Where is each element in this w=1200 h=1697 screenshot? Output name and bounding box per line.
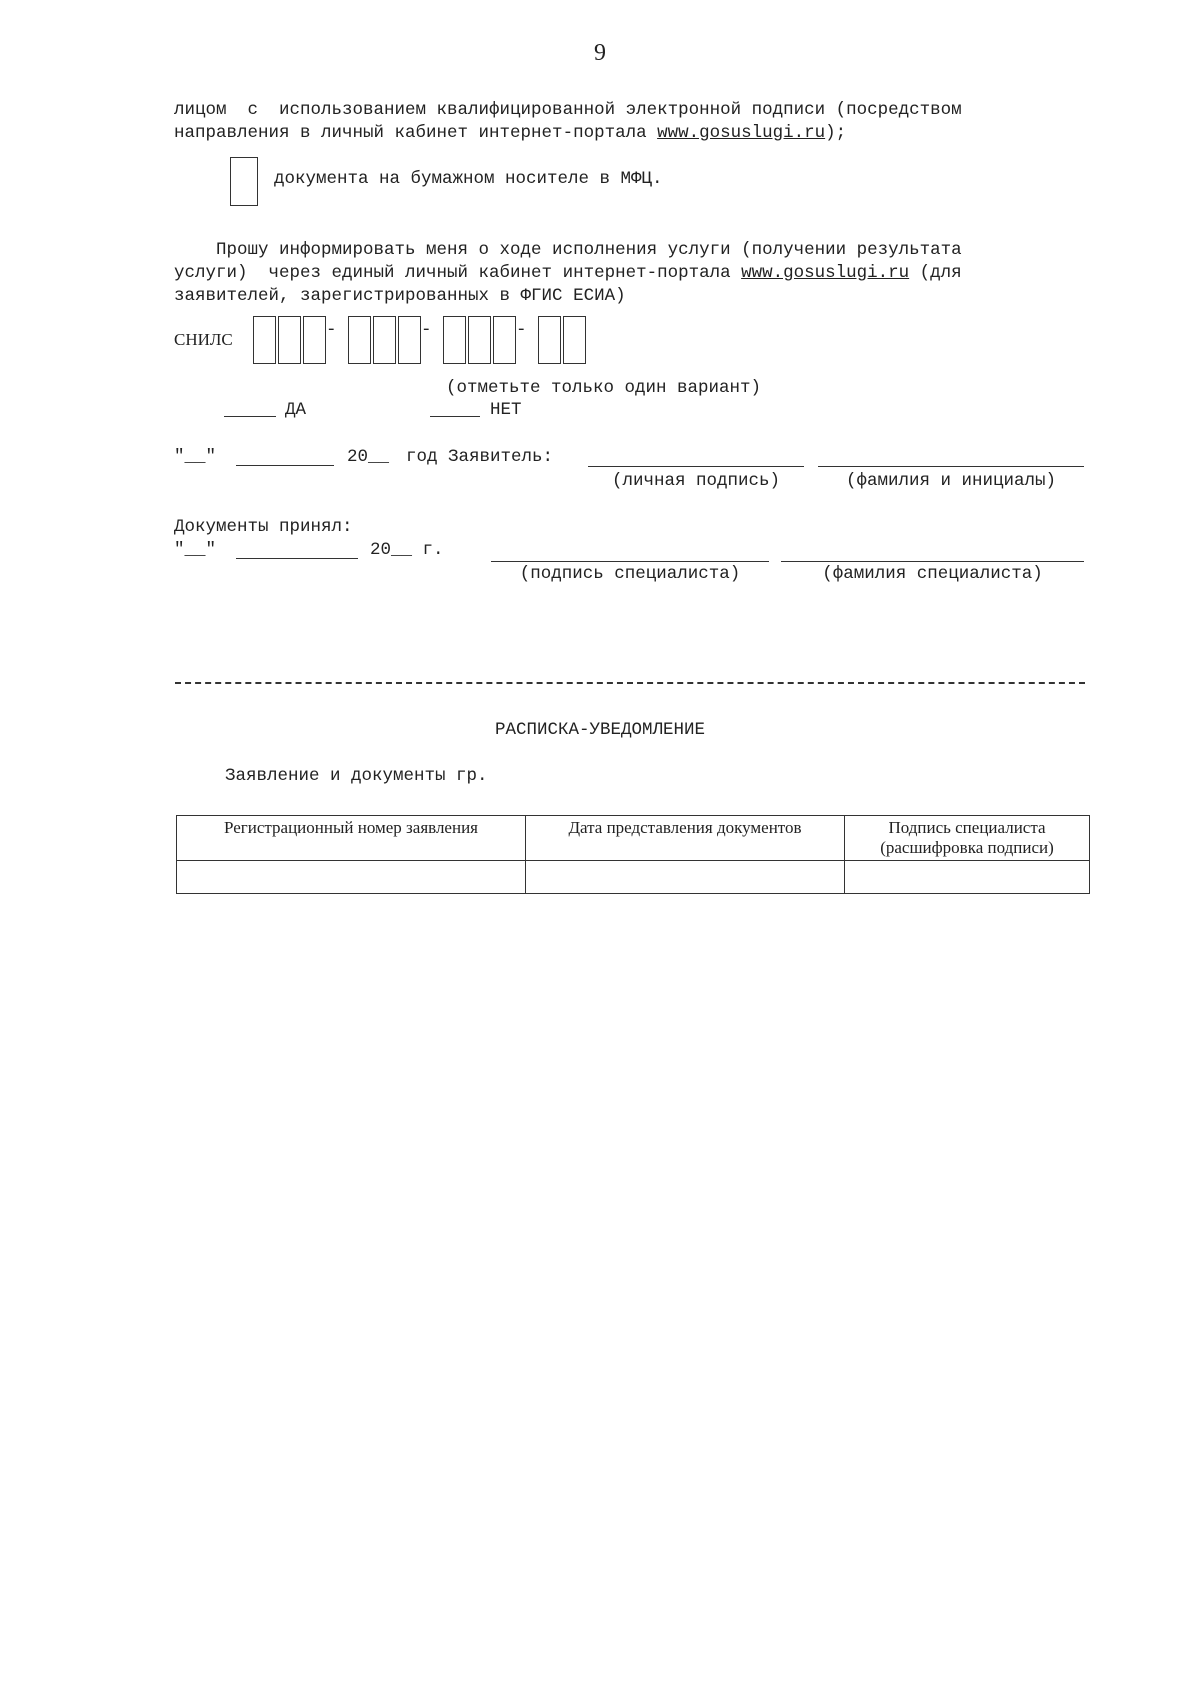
paper-option-label: документа на бумажном носителе в МФЦ. bbox=[274, 169, 663, 189]
snils-separator: - bbox=[421, 320, 432, 340]
choice-hint: (отметьте только один вариант) bbox=[446, 378, 762, 398]
table-cell-signature[interactable] bbox=[845, 861, 1090, 894]
cut-line bbox=[175, 682, 1085, 684]
snils-separator: - bbox=[326, 320, 337, 340]
snils-digit-box[interactable] bbox=[493, 316, 516, 364]
snils-digit-box[interactable] bbox=[348, 316, 371, 364]
receipt-table bbox=[176, 815, 1090, 894]
snils-digit-box[interactable] bbox=[563, 316, 586, 364]
yes-mark-field[interactable] bbox=[224, 416, 276, 417]
specialist-signature-field[interactable] bbox=[491, 561, 769, 562]
no-mark-field[interactable] bbox=[430, 416, 480, 417]
receipt-title: РАСПИСКА-УВЕДОМЛЕНИЕ bbox=[494, 720, 706, 740]
specialist-name-caption: (фамилия специалиста) bbox=[822, 564, 1043, 584]
snils-digit-box[interactable] bbox=[278, 316, 301, 364]
docs-received-label: Документы принял: bbox=[174, 517, 353, 537]
snils-separator: - bbox=[516, 320, 527, 340]
table-cell-reg-number[interactable] bbox=[177, 861, 526, 894]
snils-digit-box[interactable] bbox=[253, 316, 276, 364]
table-header-date: Дата представления документов bbox=[526, 816, 845, 861]
snils-digit-box[interactable] bbox=[303, 316, 326, 364]
signature-caption: (личная подпись) bbox=[611, 471, 781, 491]
applicant-signature-field[interactable] bbox=[588, 466, 804, 467]
gosuslugi-link[interactable]: www.gosuslugi.ru bbox=[657, 123, 826, 143]
received-day-field[interactable]: "__" bbox=[174, 540, 217, 560]
snils-digit-box[interactable] bbox=[538, 316, 561, 364]
specialist-signature-caption: (подпись специалиста) bbox=[519, 564, 741, 584]
snils-digit-box[interactable] bbox=[398, 316, 421, 364]
yes-label: ДА bbox=[285, 400, 307, 420]
paragraph-line: заявителей, зарегистрированных в ФГИС ЕСИА) bbox=[174, 286, 626, 306]
applicant-name-field[interactable] bbox=[818, 466, 1084, 467]
paragraph-line: Прошу информировать меня о ходе исполнения услуги (получении результата bbox=[174, 240, 962, 260]
paragraph-line: услуги) через единый личный кабинет интернет-портала www.gosuslugi.ru (для bbox=[174, 263, 962, 283]
receipt-line: Заявление и документы гр. bbox=[225, 766, 488, 786]
received-month-field[interactable] bbox=[236, 558, 358, 559]
received-year-field[interactable]: 20__ г. bbox=[370, 540, 444, 560]
table-header-signature: Подпись специалиста (расшифровка подписи) bbox=[845, 816, 1090, 861]
snils-label: СНИЛС bbox=[174, 330, 233, 349]
table-cell-date[interactable] bbox=[526, 861, 845, 894]
date-year-field[interactable]: 20__ bbox=[347, 447, 390, 467]
snils-input[interactable] bbox=[253, 316, 683, 366]
paragraph-line: лицом с использованием квалифицированной электронной подписи (посредством bbox=[174, 100, 962, 120]
page-number: 9 bbox=[594, 40, 606, 66]
specialist-name-field[interactable] bbox=[781, 561, 1084, 562]
snils-digit-box[interactable] bbox=[468, 316, 491, 364]
gosuslugi-link[interactable]: www.gosuslugi.ru bbox=[741, 263, 910, 283]
table-header-reg-number: Регистрационный номер заявления bbox=[177, 816, 526, 861]
name-caption: (фамилия и инициалы) bbox=[845, 471, 1057, 491]
snils-digit-box[interactable] bbox=[373, 316, 396, 364]
snils-digit-box[interactable] bbox=[443, 316, 466, 364]
paragraph-line: направления в личный кабинет интернет-портала www.gosuslugi.ru); bbox=[174, 123, 847, 143]
date-month-field[interactable] bbox=[236, 465, 334, 466]
no-label: НЕТ bbox=[490, 400, 522, 420]
date-day-field[interactable]: "__" bbox=[174, 447, 217, 467]
paper-option-checkbox[interactable] bbox=[230, 157, 258, 206]
applicant-label: год Заявитель: bbox=[406, 447, 554, 467]
